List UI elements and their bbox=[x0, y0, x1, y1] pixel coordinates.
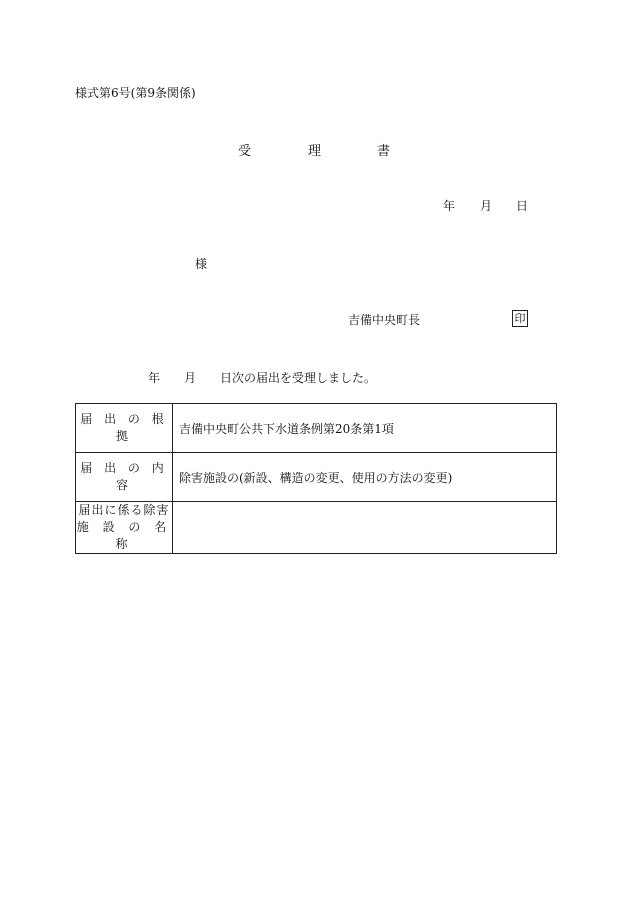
date-year-label: 年 bbox=[443, 199, 456, 213]
facility-label-line-2: 施 設 の 名 称 bbox=[76, 520, 172, 551]
table-row bbox=[76, 453, 557, 502]
row-value-basis: 吉備中央町公共下水道条例第20条第1項 bbox=[173, 404, 557, 453]
title-char-2: 理 bbox=[308, 144, 322, 159]
table-row bbox=[76, 404, 557, 453]
row-label-facility-name bbox=[76, 502, 173, 554]
title-char-3: 書 bbox=[377, 144, 391, 159]
row-value-facility-name bbox=[173, 502, 557, 554]
seal-mark: 印 bbox=[512, 310, 528, 327]
addressee-honorific: 様 bbox=[195, 257, 208, 271]
date-day-label: 日 bbox=[516, 199, 529, 213]
issuer-name: 吉備中央町長 bbox=[348, 313, 421, 327]
form-number: 様式第6号(第9条関係) bbox=[75, 86, 196, 100]
notice-year-label: 年 bbox=[148, 371, 161, 385]
row-value-content: 除害施設の(新設、構造の変更、使用の方法の変更) bbox=[173, 453, 557, 502]
table-row bbox=[76, 502, 557, 554]
date-month-label: 月 bbox=[480, 199, 493, 213]
document-title bbox=[238, 140, 398, 158]
facility-label-line-1: 届出に係る除害 bbox=[78, 503, 170, 517]
issue-date bbox=[443, 197, 533, 213]
acceptance-notice bbox=[148, 369, 408, 385]
notice-month-label: 月 bbox=[184, 371, 197, 385]
title-char-1: 受 bbox=[238, 144, 252, 159]
row-label-basis: 届 出 の 根 拠 bbox=[76, 404, 173, 453]
notice-text: 日次の届出を受理しました。 bbox=[220, 371, 377, 385]
row-label-content: 届 出 の 内 容 bbox=[76, 453, 173, 502]
notification-table bbox=[75, 403, 557, 554]
